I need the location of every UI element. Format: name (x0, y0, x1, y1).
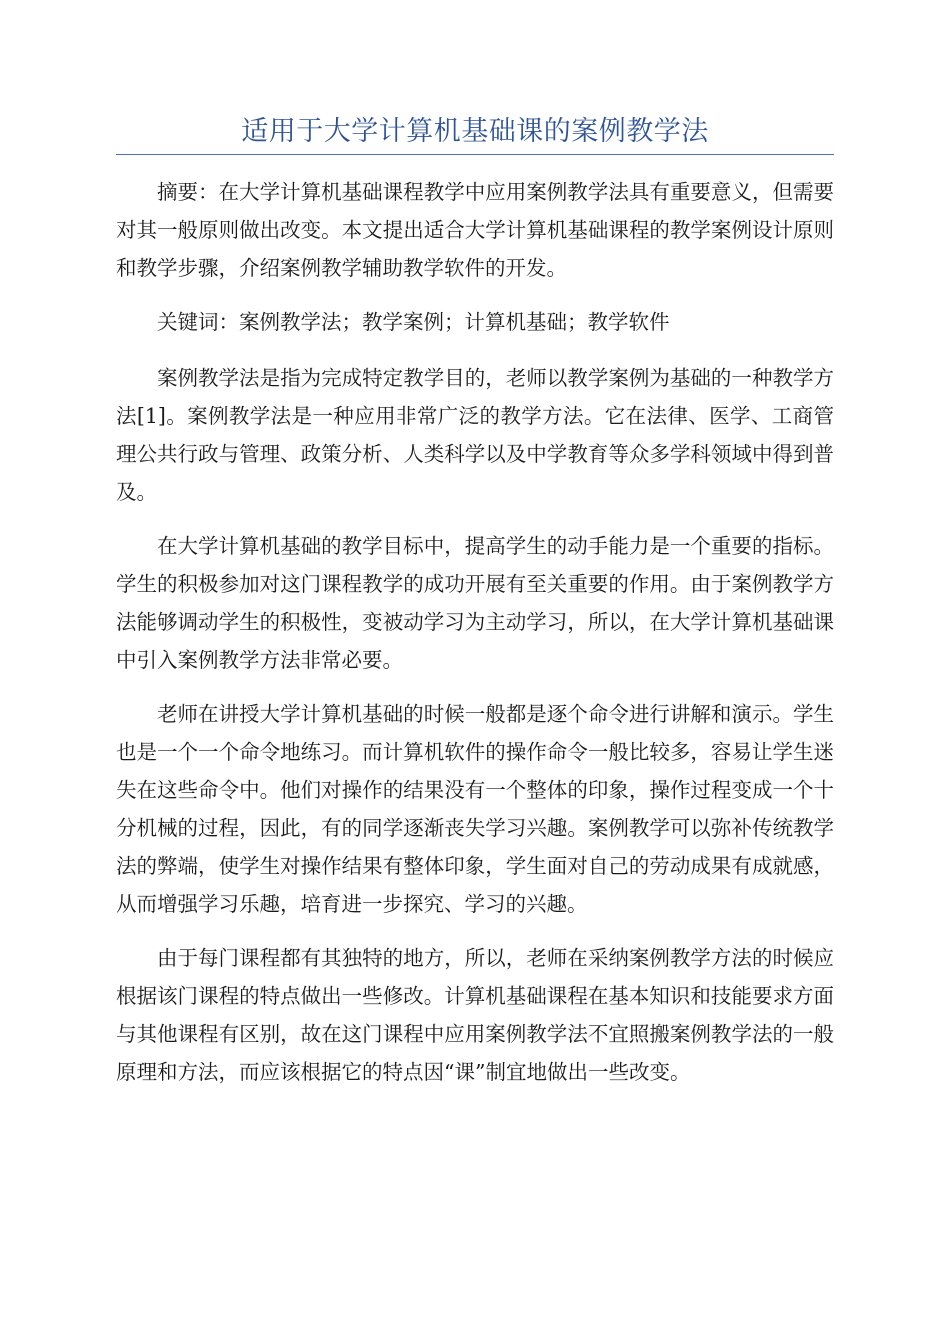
title-underline (116, 154, 834, 155)
page-title: 适用于大学计算机基础课的案例教学法 (241, 116, 709, 147)
abstract-paragraph: 摘要：在大学计算机基础课程教学中应用案例教学法具有重要意义，但需要对其一般原则做出改变。本文提出适合大学计算机基础课程的教学案例设计原则和教学步骤，介绍案例教学辅助教学软件的开发。 (116, 180, 834, 280)
body-paragraph: 由于每门课程都有其独特的地方，所以，老师在采纳案例教学方法的时候应根据该门课程的特点做出一些修改。计算机基础课程在基本知识和技能要求方面与其他课程有区别，故在这门课程中应用案例教学法不宜照搬案例教学法的一般原理和方法，而应该根据它的特点因“课”制宜地做出一些改变。 (116, 946, 834, 1084)
body-paragraph: 案例教学法是指为完成特定教学目的，老师以教学案例为基础的一种教学方法[1]。案例教学法是一种应用非常广泛的教学方法。它在法律、医学、工商管理公共行政与管理、政策分析、人类科学以及中学教育等众多学科领域中得到普及。 (116, 366, 834, 504)
title-block (116, 112, 834, 155)
body-paragraph: 在大学计算机基础的教学目标中，提高学生的动手能力是一个重要的指标。学生的积极参加对这门课程教学的成功开展有至关重要的作用。由于案例教学方法能够调动学生的积极性，变被动学习为主动学习，所以，在大学计算机基础课中引入案例教学方法非常必要。 (116, 534, 834, 672)
keywords-paragraph: 关键词：案例教学法；教学案例；计算机基础；教学软件 (157, 310, 670, 334)
body-paragraph: 老师在讲授大学计算机基础的时候一般都是逐个命令进行讲解和演示。学生也是一个一个命令地练习。而计算机软件的操作命令一般比较多，容易让学生迷失在这些命令中。他们对操作的结果没有一个整体的印象，操作过程变成一个十分机械的过程，因此，有的同学逐渐丧失学习兴趣。案例教学可以弥补传统教学法的弊端，使学生对操作结果有整体印象，学生面对自己的劳动成果有成就感，从而增强学习乐趣，培育进一步探究、学习的兴趣。 (116, 702, 834, 916)
document-body (116, 173, 834, 1107)
